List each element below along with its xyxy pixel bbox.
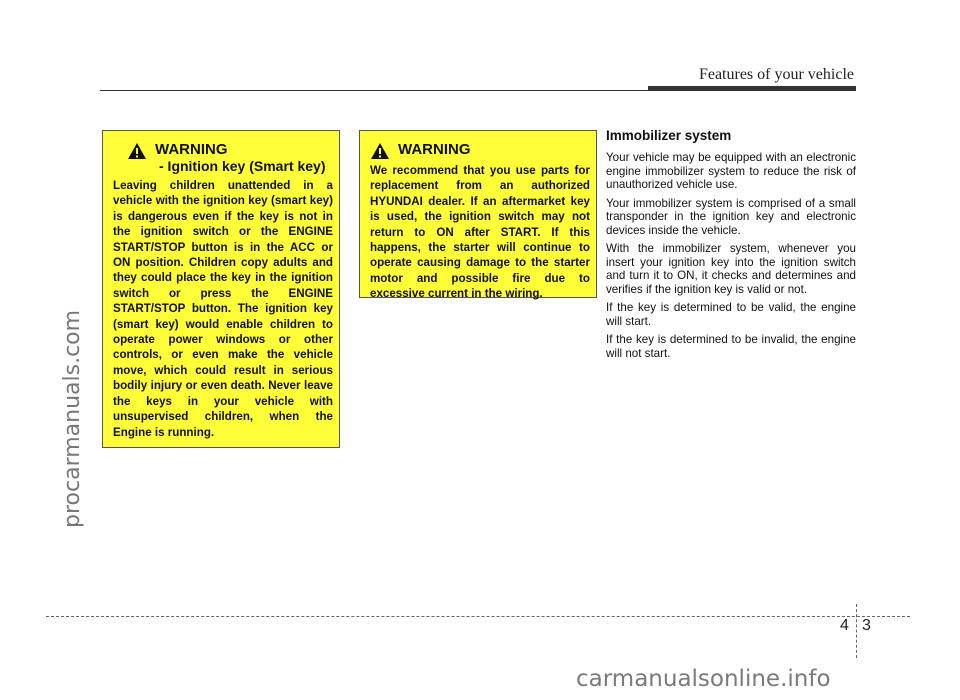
paragraph: If the key is determined to be valid, the engine will start. <box>606 301 856 328</box>
paragraph: If the key is determined to be invalid, the engine will not start. <box>606 333 856 360</box>
warning-body: We recommend that you use parts for replacement from an authorized HYUNDAI dealer. If an aftermarket key is used, the ignition switch may not return to ON after START. If this happens, the starter will continue to operate causing damage to the starter motor and possible fire due to excessive current in the wiring. <box>370 164 590 301</box>
page-number: 3 <box>862 617 871 634</box>
paragraph: Your immobilizer system is comprised of a small transponder in the ignition key and electronic devices inside the vehicle. <box>606 196 856 237</box>
warning-title: WARNING <box>155 141 228 158</box>
chapter-number: 4 <box>840 617 849 634</box>
warning-triangle-icon <box>370 142 390 160</box>
header-title: Features of your vehicle <box>698 66 854 83</box>
bottom-watermark: carmanualsonline.info <box>576 666 831 692</box>
paragraph: With the immobilizer system, whenever you insert your ignition key into the ignition switch and turn it to ON, it checks and determines and verifies if the ignition key is valid or not. <box>606 242 856 296</box>
footer-rule <box>46 616 910 617</box>
footer-divider <box>856 604 857 658</box>
warning-box-smart-key <box>102 130 340 448</box>
warning-body: Leaving children unattended in a vehicle with the ignition key (smart key) is dangerous even if the key is not in the ignition switch or the ENGINE START/STOP button is in the ACC or ON position. Children copy adults and they could place the key in the ignition switch or press the ENGINE START/STOP button. The ignition key (smart key) would enable children to operate power windows or other controls, or even make the vehicle move, which could result in serious bodily injury or even death. Never leave the keys in your vehicle with unsupervised children, when the Engine is running. <box>113 179 333 439</box>
warning-box-aftermarket-key <box>359 130 597 301</box>
section-title: Immobilizer system <box>606 128 732 143</box>
header-bar <box>648 86 856 91</box>
immobilizer-section <box>606 128 856 365</box>
warning-title: WARNING <box>398 141 471 158</box>
warning-subtitle: - Ignition key (Smart key) <box>159 158 326 174</box>
side-watermark: procarmanuals.com <box>60 309 85 528</box>
paragraph: Your vehicle may be equipped with an electronic engine immobilizer system to reduce the risk of unauthorized vehicle use. <box>606 151 856 191</box>
warning-triangle-icon <box>127 142 147 160</box>
